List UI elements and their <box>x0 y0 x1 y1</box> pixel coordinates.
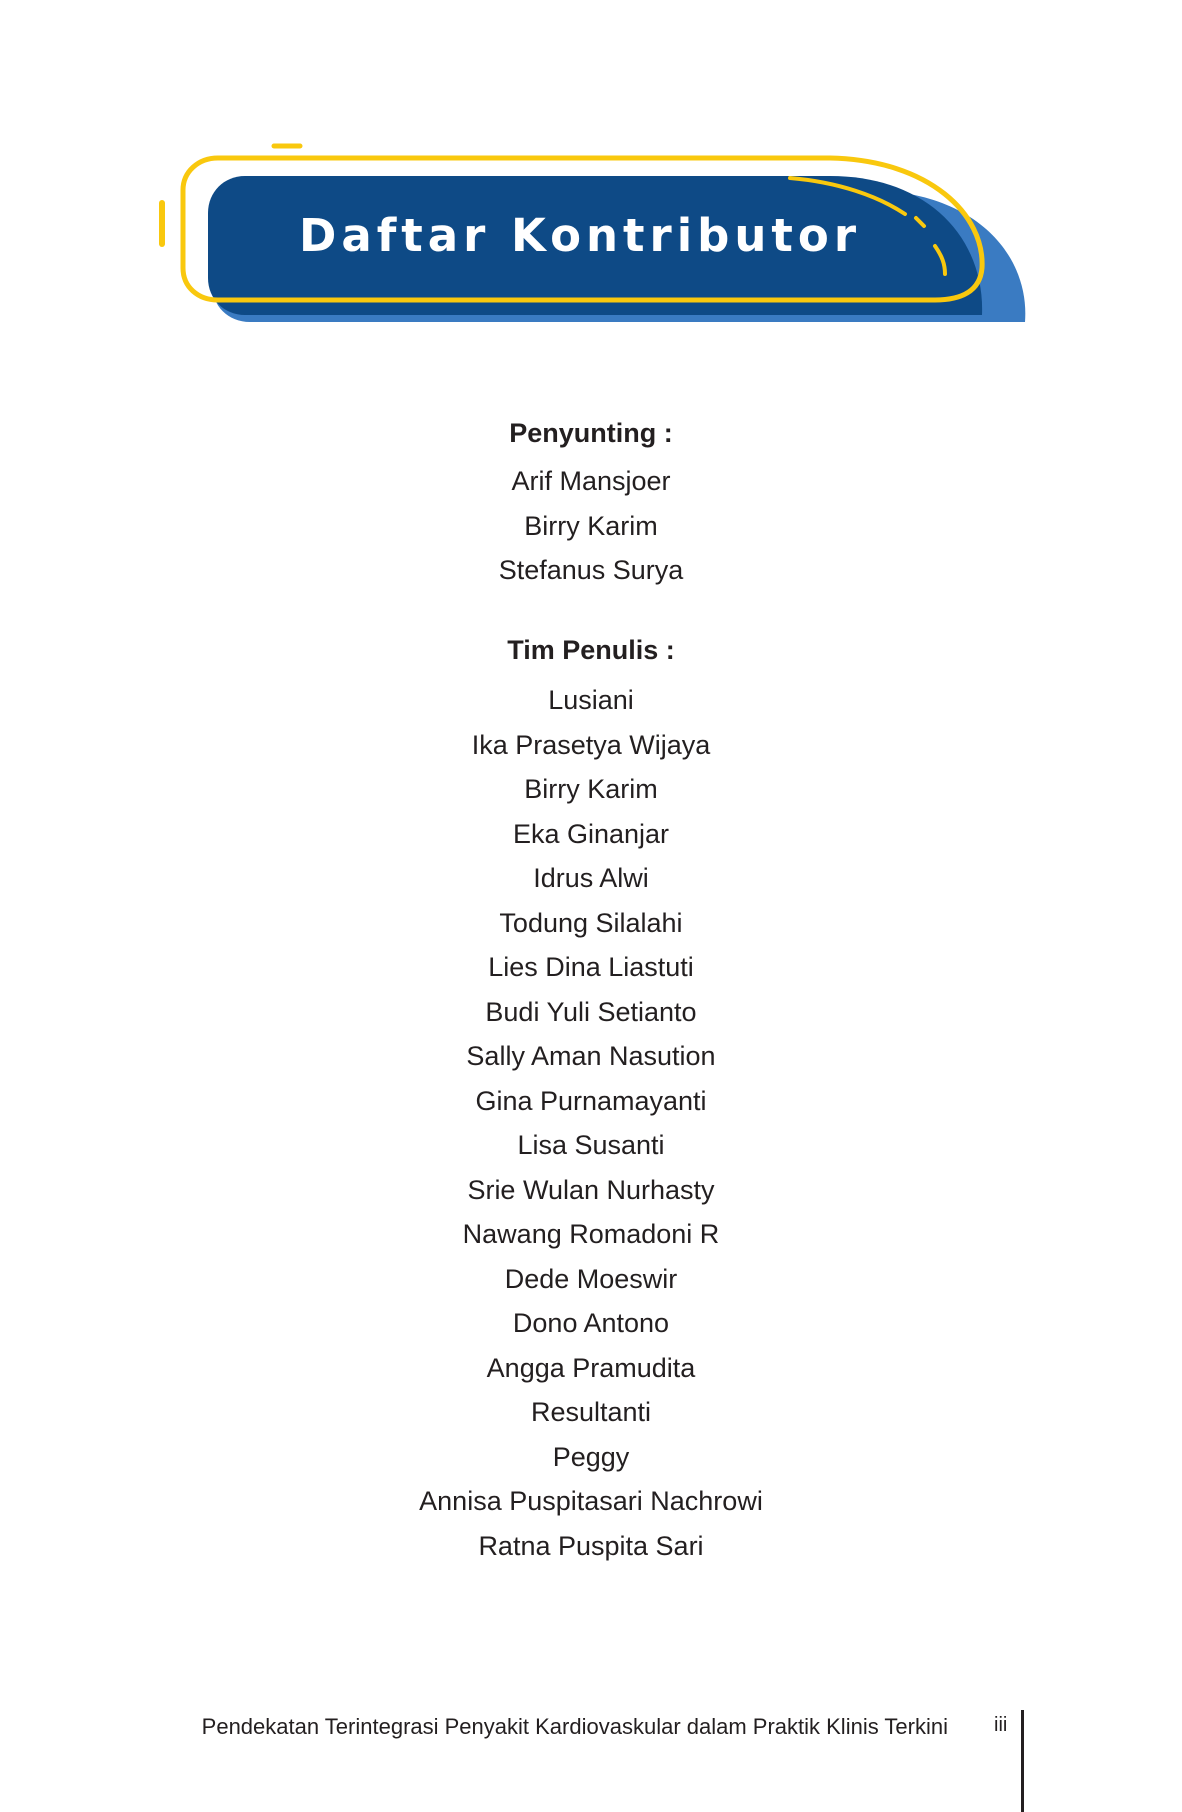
banner-graphic <box>0 0 1182 360</box>
writer-name: Angga Pramudita <box>486 1352 696 1383</box>
writer-name: Dede Moeswir <box>504 1263 678 1294</box>
writer-name: Ratna Puspita Sari <box>478 1530 704 1561</box>
page-title: Daftar Kontributor <box>298 209 862 262</box>
writer-name: Birry Karim <box>524 774 658 804</box>
writer-name: Sally Aman Nasution <box>466 1041 716 1071</box>
writer-name: Lusiani <box>548 685 634 715</box>
writer-name: Srie Wulan Nurhasty <box>467 1174 715 1205</box>
writer-name: Gina Purnamayanti <box>475 1085 707 1116</box>
writer-name: Nawang Romadoni R <box>462 1219 720 1249</box>
writer-name: Eka Ginanjar <box>512 818 670 849</box>
writer-name: Lisa Susanti <box>517 1130 665 1160</box>
writer-name: Annisa Puspitasari Nachrowi <box>419 1486 763 1516</box>
page-number: iii <box>994 1714 1008 1736</box>
editor-name: Arif Mansjoer <box>511 466 671 496</box>
writer-name: Idrus Alwi <box>533 863 649 893</box>
footer-book-title: Pendekatan Terintegrasi Penyakit Kardiovaskular dalam Praktik Klinis Terkini <box>201 1714 948 1739</box>
editor-name: Stefanus Surya <box>498 555 684 585</box>
footer-divider <box>1021 1710 1024 1812</box>
writer-name: Resultanti <box>530 1397 652 1427</box>
writers-section <box>0 630 1182 1568</box>
writer-name: Lies Dina Liastuti <box>488 952 694 982</box>
writer-name: Budi Yuli Setianto <box>485 996 697 1027</box>
title-banner <box>0 0 1182 360</box>
editors-heading: Penyunting : <box>509 418 673 448</box>
editor-name: Birry Karim <box>524 510 658 541</box>
editors-section <box>0 413 1182 593</box>
writer-name: Peggy <box>552 1441 630 1472</box>
writer-name: Dono Antono <box>512 1308 670 1338</box>
writer-name: Ika Prasetya Wijaya <box>471 729 711 760</box>
writers-heading: Tim Penulis : <box>507 635 675 665</box>
writer-name: Todung Silalahi <box>499 907 683 938</box>
